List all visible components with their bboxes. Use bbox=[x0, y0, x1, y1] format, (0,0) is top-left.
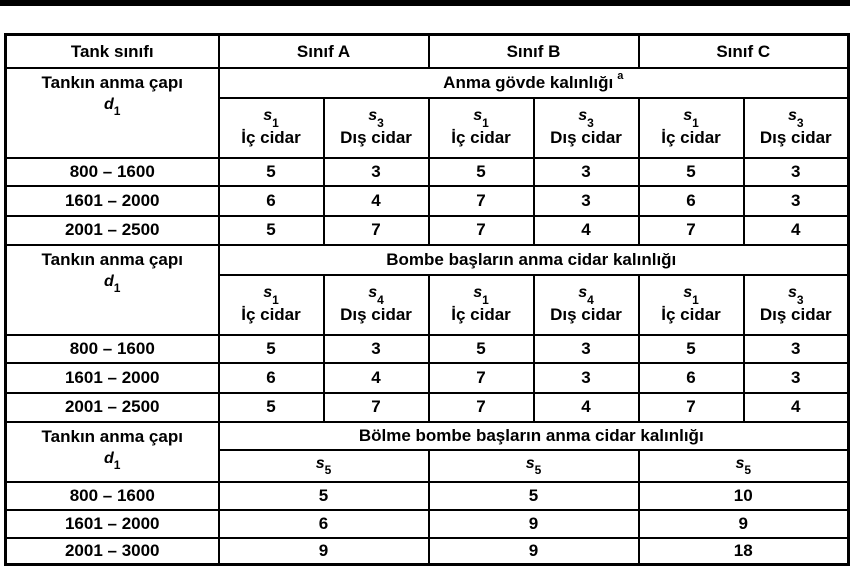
col-subheader-cell: $s_1$ İç cidar bbox=[639, 275, 744, 335]
col-subheader-cell: $s_5$ bbox=[219, 450, 429, 482]
col-subheader-cell: $s_3$ Dış cidar bbox=[534, 98, 639, 158]
diameter-range-cell: 1601 – 2000 bbox=[6, 363, 219, 393]
thickness-value-cell: 5 bbox=[639, 335, 744, 363]
col-subheader-cell: $s_1$ İç cidar bbox=[639, 98, 744, 158]
thickness-value-cell: 3 bbox=[534, 186, 639, 216]
col-subheader-cell: $s_3$ Dış cidar bbox=[744, 275, 849, 335]
thickness-value-cell: 7 bbox=[639, 216, 744, 245]
footnote-marker: a bbox=[617, 70, 624, 83]
thickness-value-cell: 6 bbox=[639, 363, 744, 393]
thickness-value-cell: 7 bbox=[324, 216, 429, 245]
thickness-value-cell: 9 bbox=[219, 538, 429, 565]
table-row bbox=[6, 363, 849, 393]
thickness-value-cell: 5 bbox=[219, 335, 324, 363]
thickness-value-cell: 5 bbox=[219, 393, 324, 422]
thickness-value-cell: 5 bbox=[429, 482, 639, 510]
table-row bbox=[6, 335, 849, 363]
thickness-value-cell: 9 bbox=[639, 510, 849, 538]
table-row bbox=[6, 186, 849, 216]
col-subheader-cell: $s_3$ Dış cidar bbox=[324, 98, 429, 158]
thickness-value-cell: 5 bbox=[429, 335, 534, 363]
col-subheader-cell: $s_5$ bbox=[429, 450, 639, 482]
class-c-header-cell: Sınıf C bbox=[639, 35, 849, 68]
thickness-value-cell: 4 bbox=[744, 393, 849, 422]
section-3-title-cell bbox=[219, 422, 849, 450]
col-subheader-cell: $s_1$ İç cidar bbox=[219, 275, 324, 335]
thickness-value-cell: 3 bbox=[744, 158, 849, 186]
table-row bbox=[6, 510, 849, 538]
col-subheader-cell: $s_1$ İç cidar bbox=[429, 98, 534, 158]
thickness-value-cell: 5 bbox=[219, 158, 324, 186]
thickness-value-cell: 7 bbox=[429, 393, 534, 422]
diameter-header-label: Tankın anma çapı bbox=[41, 72, 183, 92]
diameter-symbol: $d_1$ bbox=[104, 449, 121, 472]
table-row bbox=[6, 393, 849, 422]
thickness-value-cell: 9 bbox=[429, 538, 639, 565]
table-row bbox=[6, 158, 849, 186]
col-subheader-cell: $s_4$ Dış cidar bbox=[324, 275, 429, 335]
section-1-title-cell bbox=[219, 68, 849, 98]
thickness-value-cell: 5 bbox=[219, 482, 429, 510]
tank-class-header-cell: Tank sınıfı bbox=[6, 35, 219, 68]
thickness-value-cell: 5 bbox=[639, 158, 744, 186]
diameter-range-cell: 2001 – 2500 bbox=[6, 393, 219, 422]
top-scan-bar bbox=[0, 0, 850, 6]
table-row bbox=[6, 35, 849, 68]
thickness-value-cell: 7 bbox=[639, 393, 744, 422]
thickness-value-cell: 7 bbox=[429, 363, 534, 393]
diameter-header-label: Tankın anma çapı bbox=[41, 426, 183, 446]
diameter-range-cell: 2001 – 2500 bbox=[6, 216, 219, 245]
table-row bbox=[6, 422, 849, 450]
tank-thickness-table bbox=[4, 33, 850, 566]
thickness-value-cell: 4 bbox=[534, 393, 639, 422]
thickness-value-cell: 10 bbox=[639, 482, 849, 510]
thickness-value-cell: 4 bbox=[324, 186, 429, 216]
diameter-symbol: $d_1$ bbox=[104, 272, 121, 295]
diameter-header-cell bbox=[6, 245, 219, 335]
col-subheader-cell: $s_3$ Dış cidar bbox=[744, 98, 849, 158]
thickness-value-cell: 4 bbox=[534, 216, 639, 245]
thickness-value-cell: 4 bbox=[744, 216, 849, 245]
thickness-value-cell: 3 bbox=[744, 363, 849, 393]
thickness-value-cell: 6 bbox=[639, 186, 744, 216]
thickness-value-cell: 7 bbox=[324, 393, 429, 422]
diameter-header-cell bbox=[6, 422, 219, 482]
thickness-value-cell: 3 bbox=[744, 186, 849, 216]
col-subheader-cell: $s_1$ İç cidar bbox=[219, 98, 324, 158]
section-2-title: Bombe başların anma cidar kalınlığı bbox=[386, 249, 677, 269]
table-row bbox=[6, 482, 849, 510]
diameter-header-label: Tankın anma çapı bbox=[41, 249, 183, 269]
diameter-header-cell bbox=[6, 68, 219, 158]
diameter-range-cell: 1601 – 2000 bbox=[6, 186, 219, 216]
col-subheader-cell: $s_1$ İç cidar bbox=[429, 275, 534, 335]
thickness-value-cell: 3 bbox=[534, 363, 639, 393]
diameter-range-cell: 800 – 1600 bbox=[6, 482, 219, 510]
thickness-value-cell: 6 bbox=[219, 186, 324, 216]
table-row bbox=[6, 538, 849, 565]
diameter-range-cell: 800 – 1600 bbox=[6, 335, 219, 363]
thickness-value-cell: 5 bbox=[429, 158, 534, 186]
thickness-value-cell: 3 bbox=[534, 335, 639, 363]
section-2-title-cell bbox=[219, 245, 849, 275]
thickness-value-cell: 5 bbox=[219, 216, 324, 245]
section-1-title: Anma gövde kalınlığı bbox=[443, 72, 614, 92]
thickness-value-cell: 3 bbox=[324, 158, 429, 186]
col-subheader-cell: $s_5$ bbox=[639, 450, 849, 482]
thickness-value-cell: 6 bbox=[219, 510, 429, 538]
class-a-header-cell: Sınıf A bbox=[219, 35, 429, 68]
col-subheader-cell: $s_4$ Dış cidar bbox=[534, 275, 639, 335]
diameter-range-cell: 2001 – 3000 bbox=[6, 538, 219, 565]
table-row bbox=[6, 68, 849, 98]
diameter-range-cell: 1601 – 2000 bbox=[6, 510, 219, 538]
thickness-value-cell: 7 bbox=[429, 186, 534, 216]
thickness-value-cell: 7 bbox=[429, 216, 534, 245]
table-row bbox=[6, 245, 849, 275]
thickness-value-cell: 6 bbox=[219, 363, 324, 393]
thickness-value-cell: 3 bbox=[324, 335, 429, 363]
diameter-symbol: $d_1$ bbox=[104, 95, 121, 118]
section-3-title: Bölme bombe başların anma cidar kalınlığı bbox=[358, 425, 704, 445]
diameter-range-cell: 800 – 1600 bbox=[6, 158, 219, 186]
thickness-value-cell: 9 bbox=[429, 510, 639, 538]
class-b-header-cell: Sınıf B bbox=[429, 35, 639, 68]
thickness-value-cell: 3 bbox=[534, 158, 639, 186]
thickness-value-cell: 18 bbox=[639, 538, 849, 565]
thickness-value-cell: 4 bbox=[324, 363, 429, 393]
table-row bbox=[6, 216, 849, 245]
thickness-value-cell: 3 bbox=[744, 335, 849, 363]
